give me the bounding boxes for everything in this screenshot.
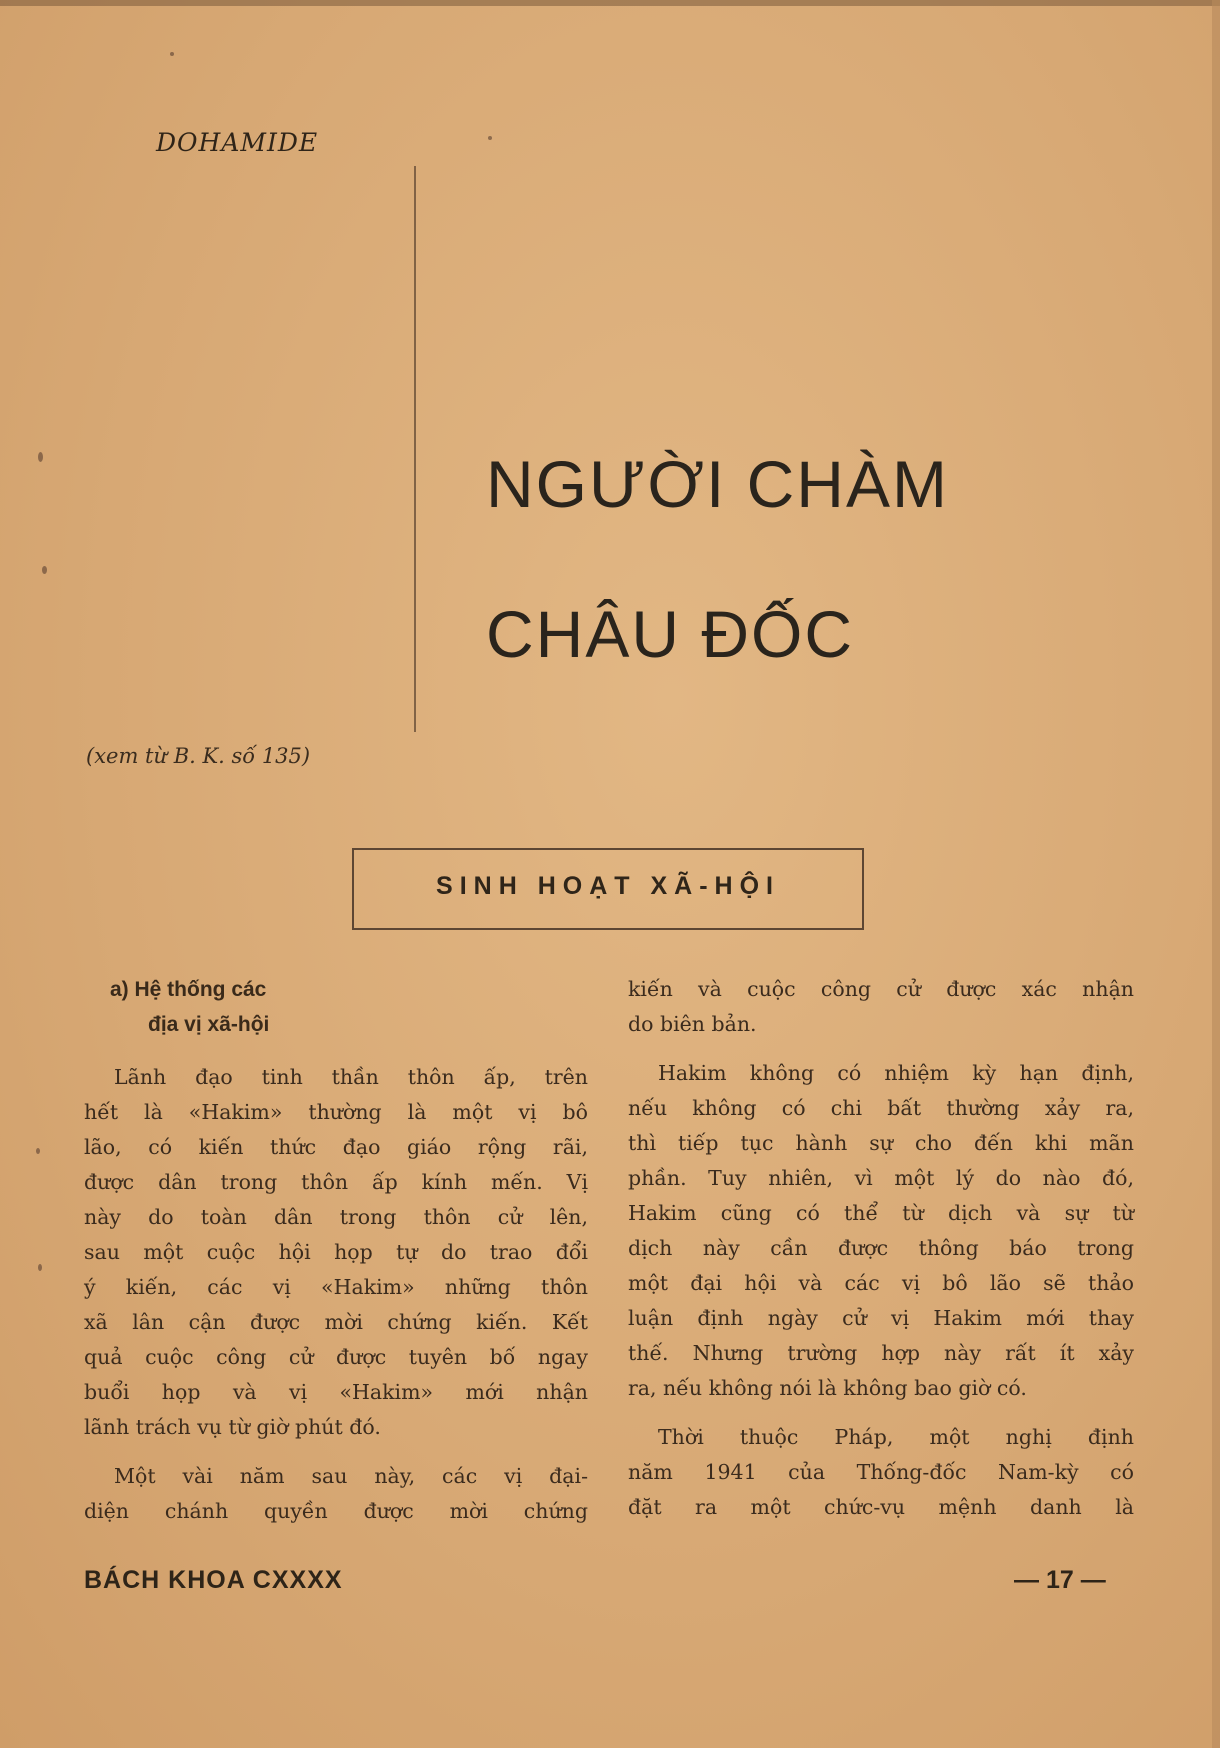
paragraph-officials [84, 1459, 588, 1529]
footer-page-number: — 17 — [1014, 1566, 1106, 1594]
section-title-box [352, 848, 864, 930]
text-line: Một vài năm sau này, các vị đại- [114, 1464, 588, 1488]
subheading-line-2: địa vị xã-hội [148, 1013, 270, 1036]
author-name: DOHAMIDE [156, 128, 319, 157]
subheading-line-1: a) Hệ thống các [110, 978, 267, 1001]
paragraph-french-era [628, 1420, 1134, 1525]
right-column [628, 972, 1134, 1539]
text-line: luận định ngày cử vị Hakim mới thay [628, 1306, 1134, 1330]
text-line: do biên bản. [628, 1012, 757, 1036]
page-right-edge [1212, 0, 1220, 1748]
footer-magazine-issue: BÁCH KHOA CXXXX [84, 1566, 343, 1594]
paper-speck [170, 52, 174, 56]
text-line: phần. Tuy nhiên, vì một lý do nào đó, [628, 1166, 1134, 1190]
text-line: hết là «Hakim» thường là một vị bô [84, 1100, 588, 1124]
text-line: sau một cuộc hội họp tự do trao đổi [84, 1240, 588, 1264]
paper-speck [36, 1148, 40, 1154]
text-line: này do toàn dân trong thôn cử lên, [84, 1205, 588, 1229]
paragraph-record [628, 972, 1134, 1042]
paragraph-hakim-selection [84, 1060, 588, 1445]
paper-speck [38, 452, 43, 462]
paper-speck [42, 566, 47, 574]
text-line: Lãnh đạo tinh thần thôn ấp, trên [114, 1065, 588, 1089]
text-line: kiến và cuộc công cử được xác nhận [628, 977, 1134, 1001]
text-line: xã lân cận được mời chứng kiến. Kết [84, 1310, 588, 1334]
text-line: thì tiếp tục hành sự cho đến khi mãn [628, 1131, 1134, 1155]
text-line: năm 1941 của Thống-đốc Nam-kỳ có [628, 1460, 1134, 1484]
text-line: đặt ra một chức-vụ mệnh danh là [628, 1495, 1134, 1519]
text-line: Thời thuộc Pháp, một nghị định [658, 1425, 1134, 1449]
text-line: diện chánh quyền được mời chứng [84, 1499, 588, 1523]
left-column [84, 972, 588, 1543]
article-title-line-2: CHÂU ĐỐC [486, 597, 855, 671]
text-line: được dân trong thôn ấp kính mến. Vị [84, 1170, 588, 1194]
text-line: lãnh trách vụ từ giờ phút đó. [84, 1415, 381, 1439]
paper-speck [38, 1264, 42, 1271]
text-line: ý kiến, các vị «Hakim» những thôn [84, 1275, 588, 1299]
vertical-rule [414, 166, 416, 732]
page-top-edge [0, 0, 1220, 6]
text-line: nếu không có chi bất thường xảy ra, [628, 1096, 1134, 1120]
subheading [110, 972, 588, 1042]
section-title: SINH HOẠT XÃ-HỘI [436, 872, 780, 900]
paragraph-hakim-term [628, 1056, 1134, 1406]
text-line: Hakim cũng có thể từ dịch và sự từ [628, 1201, 1134, 1225]
text-line: thế. Nhưng trường hợp này rất ít xảy [628, 1341, 1134, 1365]
text-line: Hakim không có nhiệm kỳ hạn định, [658, 1061, 1134, 1085]
paper-speck [488, 136, 492, 140]
text-line: lão, có kiến thức đạo giáo rộng rãi, [84, 1135, 588, 1159]
text-line: dịch này cần được thông báo trong [628, 1236, 1134, 1260]
text-line: một đại hội và các vị bô lão sẽ thảo [628, 1271, 1134, 1295]
text-line: quả cuộc công cử được tuyên bố ngay [84, 1345, 588, 1369]
text-line: ra, nếu không nói là không bao giờ có. [628, 1376, 1027, 1400]
article-title-line-1: NGƯỜI CHÀM [486, 447, 949, 521]
text-line: buổi họp và vị «Hakim» mới nhận [84, 1380, 588, 1404]
series-reference: (xem từ B. K. số 135) [86, 744, 311, 768]
